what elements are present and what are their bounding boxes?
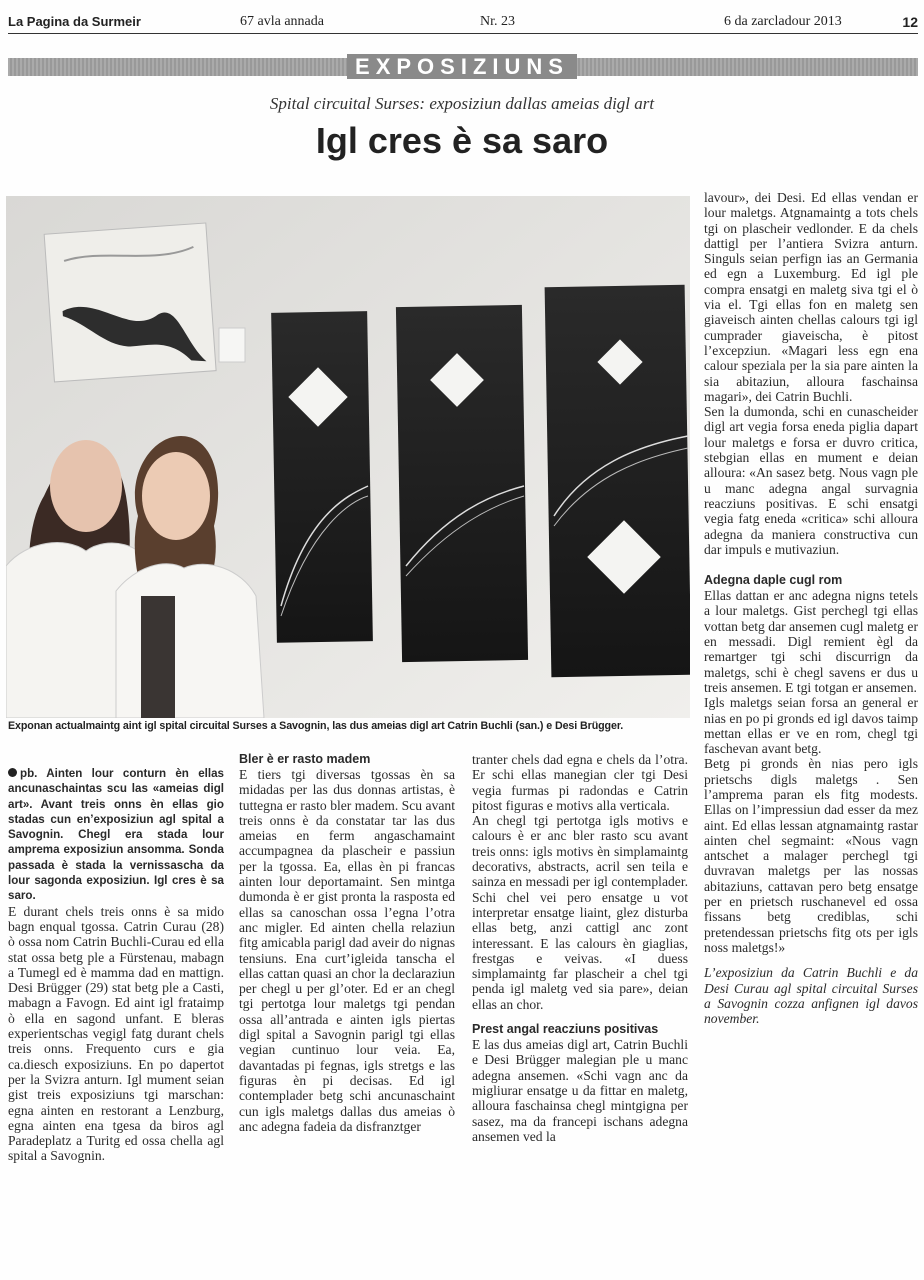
paragraph: lavour», dei Desi. Ed ellas vendan er lour maletgs. Atgnamaintg a tots chels tgi on plascheir vedlonder. E da chels dattigl per l’antiera Svizra anturn. Singuls seian perfign ias an Germania ed egn a Luxemburg. Ed igl ple compra ensatgi en maletg siva tgi el ò via el. Tgi ellas fon en maletg sen giaveisch ainten chellas calours tgi igl cumprader giaveischa, è pitost l’excepziun. «Magari less egn ena calour speziala per la sia pare ainten la sia abitaziun, alloura faschainsa magari», dei Catrin Buchli.	[704, 190, 918, 404]
paragraph: Sen la dumonda, schi en cunascheider digl art vegia forsa eneda piglia dapart lour maletgs e forsa er duvro critica, stebgian ellas en mument e deian alloura: «An sasez betg. Nous vagn ple u manc adegna angal survagnia reacziuns positivas. E schi ensatgi vegia fatg eneda «critica» schi alloura adegna da maniera constructiva cun dar impuls e mutivaziun.	[704, 404, 918, 557]
photo-caption: Exponan actualmaintg aint igl spital circuital Surses a Savognin, las dus ameias digl art Catrin Buchli (san.) e Desi Brügger.	[8, 720, 624, 732]
paragraph: tranter chels dad egna e chels da l’otra. Er schi ellas manegian cler tgi Desi vegia furmas pi radondas e Catrin pitost figuras e motivs alla verticala.	[472, 752, 688, 813]
article-lead: pb. Ainten lour conturn èn ellas ancunaschaintas scu las «ameias digl art». Avant treis onns èn ellas gio stadas cun en’exposiziun agl spital a Savognin. Chegl era stada lour amprema exposiziun ansomma. Sonda passada è stada la vernissascha da lour sagonda exposiziun. Igl cres è sa saro.	[8, 767, 224, 903]
column-2	[239, 750, 455, 1134]
article-kicker: Spital circuital Surses: exposiziun dallas ameias digl art	[269, 94, 655, 113]
bullet-icon	[8, 768, 17, 777]
issue-date: 6 da zarcladour 2013	[724, 14, 842, 29]
header-rule	[8, 33, 918, 34]
subheading: Prest angal reacziuns positivas	[472, 1022, 659, 1037]
paragraph: An chegl tgi pertotga igls motivs e calours è er anc bler rasto scu avant treis onns: igls motivs èn simplamaintg decorativs, abstracts, acril sen teila e sainza en messadi per igl contemplader. Schi chel vei pero ensatge u vot interpretar ensatge liaint, glez disturba ellas betg, anzi cattigl anc zont interessant. E las calours èn giaglias, frestgas e veivas. «I duess simplamaintg far plascheir a chel tgi penda igl maletg ved sia pare», deian ellas an chor.	[472, 813, 688, 1012]
page-number: 12	[902, 14, 918, 30]
subheading: Bler è er rasto madem	[239, 752, 371, 766]
publication-name: La Pagina da Surmeir	[8, 14, 141, 29]
article-title: Igl cres è sa saro	[315, 120, 609, 161]
article-footnote: L’exposiziun da Catrin Buchli e da Desi Curau agl spital circuital Surses a Savognin cozza anfignen igl davos november.	[704, 965, 918, 1027]
edition-label: 67 avla annada	[240, 14, 324, 29]
issue-number: Nr. 23	[480, 14, 515, 29]
paragraph: E tiers tgi diversas tgossas èn sa midadas per las dus donnas artistas, è tuttegna er rasto bler madem. Scu avant treis onns è da constatar tar las dus ameias en ferm angaschamaint accumpagnea da plascheir e passiun per la tgossa. Ea, ellas èn pi francas ainten lour deportamaint. Sen mintga dumonda è er gist pronta la rasposta ed ellas sa canoschan ossa l’egna l’otra anc migler. Ed ainten chella relaziun fitg amicabla parigl dad aveir do nignas tensiuns. Ena curt’igleida tanscha el ellas cattan quasi an chor la declaraziun per chegl u per gl’oter. Ed er an chegl tgi pertotga lour maletgs tgi pendan ossa all’antrada e ainten igls piertas digl spital a Savognin parigl tgi ellas vegian cuntinuo lour veia. Ea, davantadas pi fegnas, igls stretgs e las figuras èn pi decisas. Ed igl contemplader betg schi ancunaschaint cun igls maletgs dallas dus ameias ò anc adegna fadeia da disfranztger	[239, 767, 455, 1134]
column-1	[8, 766, 224, 1164]
paragraph: E durant chels treis onns è sa mido bagn enqual tgossa. Catrin Curau (28) ò ossa nom Catrin Buchli-Curau ed ella stat ossa betg ple a Fürstenau, mabagn a Tumegl ed è mamma dad en mattign. Desi Brügger (29) stat betg ple a Casti, mabagn a Favogn. Ed aint igl frataimp ò ella en sagond unfant. E bleras experientschas vegigl fatg durant chels treis onns. Frequento curs e gia ca.diesch exposiziuns. En po dapertot per la Svizra anturn. Igl mument seian gist treis exposiziuns tgi marschan: egna ainten en restorant a Lenzburg, egna ainten ena tgesa da biros agl Paradeplatz a Turitg ed ossa chella agl spital a Savognin.	[8, 903, 224, 1164]
paragraph: Betg pi gronds èn nias pero igls prietschs digls maletgs . Sen l’amprema paran els fitg modests. Ellas on l’impressiun dad esser da mez aint. Ed ellas lessan atgnamaintg rastar ainten chel segmaint: «Nous vagn antschet a malager perchegl tgi duvravan maletgs per las nossas abitaziuns, cattavan pero betg ensatge per en prietsch ruschanevel ed ossa fissans betg crediblas, schi pretendessan prietschs fitg ots per igls noss maletgs!»	[704, 756, 918, 955]
subheading: Adegna daple cugl rom	[704, 573, 843, 588]
paragraph: Ellas dattan er anc adegna nigns tetels a lour maletgs. Gist perchegl tgi ellas vottan betg dar ansemen cugl maletg er en messadi. Digl remient ègl da remartger tgi schi discurrign da maletgs, schi è chegl savens er dus u treis ansemen. E tgi totgan er ansemen.	[704, 588, 918, 695]
article-photo	[6, 196, 690, 718]
paragraph: Igls maletgs seian forsa an general er nias en po pi gronds ed igl davos taimp mettan ellas er ve en rom, chegl tgi faschevan avant betg.	[704, 695, 918, 757]
section-label: EXPOSIZIUNS	[0, 55, 924, 79]
column-3	[472, 752, 688, 1144]
column-4	[704, 190, 918, 1026]
paragraph: E las dus ameias digl art, Catrin Buchli e Desi Brügger malegian ple u manc adegna ansemen. «Schi vagn anc da migliurar ensatge u da fittar en maletg, alloura faschainsa chegl mintgigna per sasez, ma da francepi ischans adegna ansemen ved la	[472, 1037, 688, 1144]
